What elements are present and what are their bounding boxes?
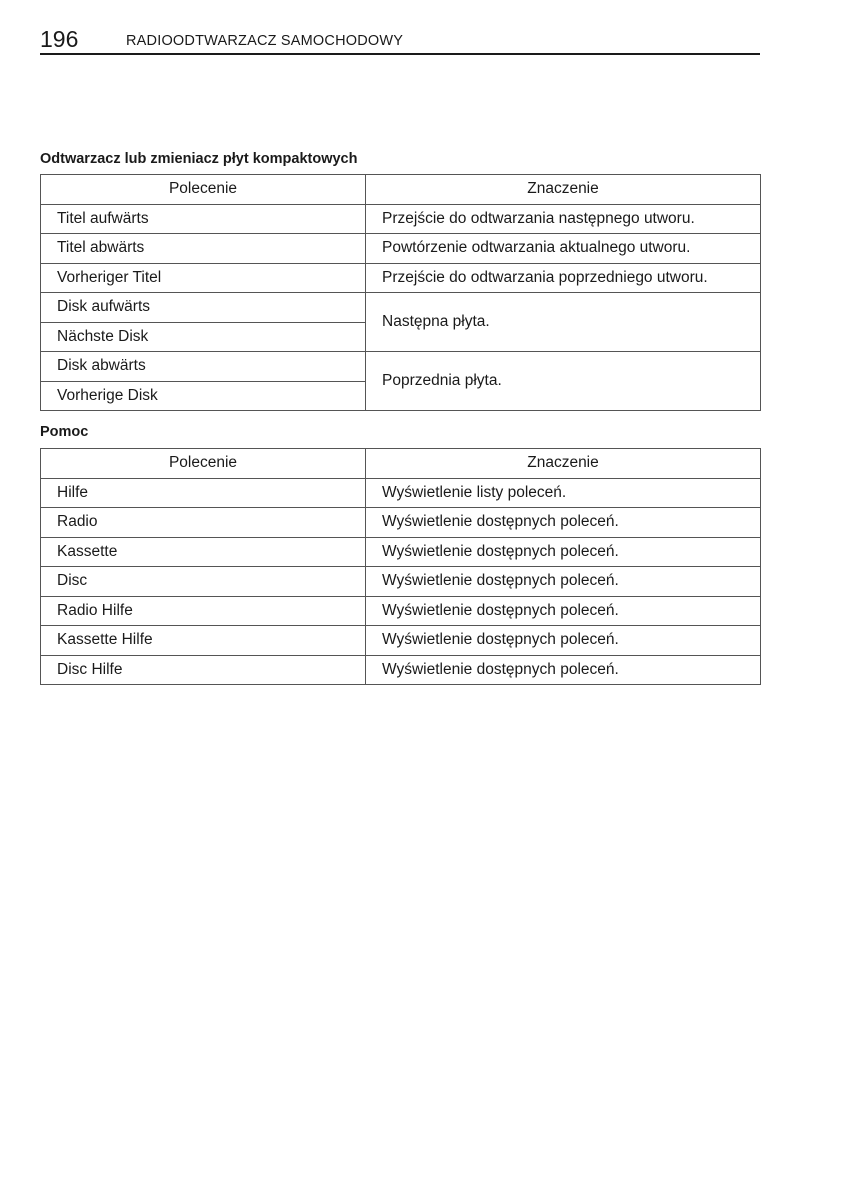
command-cell: Disk abwärts	[41, 352, 366, 382]
page-number: 196	[40, 26, 79, 52]
meaning-cell: Wyświetlenie dostępnych poleceń.	[366, 508, 761, 538]
meaning-cell: Poprzednia płyta.	[366, 352, 761, 411]
command-cell: Vorheriger Titel	[41, 263, 366, 293]
command-cell: Titel aufwärts	[41, 204, 366, 234]
cd-commands-table	[40, 174, 761, 411]
table-row	[41, 234, 761, 264]
command-cell: Nächste Disk	[41, 322, 366, 352]
meaning-cell: Powtórzenie odtwarzania aktualnego utworu.	[366, 234, 761, 264]
table-row	[41, 352, 761, 382]
meaning-cell: Wyświetlenie listy poleceń.	[366, 478, 761, 508]
meaning-cell: Przejście do odtwarzania poprzedniego utworu.	[366, 263, 761, 293]
table-row	[41, 293, 761, 323]
table-row	[41, 508, 761, 538]
table-row	[41, 537, 761, 567]
table-row	[41, 596, 761, 626]
table-header-row	[41, 449, 761, 479]
command-cell: Titel abwärts	[41, 234, 366, 264]
meaning-cell: Wyświetlenie dostępnych poleceń.	[366, 626, 761, 656]
table-header-row	[41, 175, 761, 205]
table-row	[41, 626, 761, 656]
command-cell: Kassette Hilfe	[41, 626, 366, 656]
command-cell: Kassette	[41, 537, 366, 567]
column-header-meaning: Znaczenie	[366, 449, 761, 479]
meaning-cell: Następna płyta.	[366, 293, 761, 352]
command-cell: Hilfe	[41, 478, 366, 508]
table-row	[41, 263, 761, 293]
meaning-cell: Wyświetlenie dostępnych poleceń.	[366, 537, 761, 567]
page-header	[40, 26, 760, 55]
command-cell: Disk aufwärts	[41, 293, 366, 323]
cd-section-heading: Odtwarzacz lub zmieniacz płyt kompaktowych	[40, 151, 358, 167]
column-header-command: Polecenie	[41, 175, 366, 205]
meaning-cell: Wyświetlenie dostępnych poleceń.	[366, 567, 761, 597]
command-cell: Disc	[41, 567, 366, 597]
command-cell: Radio	[41, 508, 366, 538]
command-cell: Disc Hilfe	[41, 655, 366, 685]
table-row	[41, 567, 761, 597]
command-cell: Radio Hilfe	[41, 596, 366, 626]
meaning-cell: Przejście do odtwarzania następnego utworu.	[366, 204, 761, 234]
meaning-cell: Wyświetlenie dostępnych poleceń.	[366, 655, 761, 685]
command-cell: Vorherige Disk	[41, 381, 366, 411]
chapter-title: RADIOODTWARZACZ SAMOCHODOWY	[126, 33, 404, 49]
help-commands-table	[40, 448, 761, 685]
table-row	[41, 204, 761, 234]
column-header-command: Polecenie	[41, 449, 366, 479]
table-row	[41, 655, 761, 685]
help-section-heading: Pomoc	[40, 424, 89, 440]
meaning-cell: Wyświetlenie dostępnych poleceń.	[366, 596, 761, 626]
table-row	[41, 478, 761, 508]
column-header-meaning: Znaczenie	[366, 175, 761, 205]
